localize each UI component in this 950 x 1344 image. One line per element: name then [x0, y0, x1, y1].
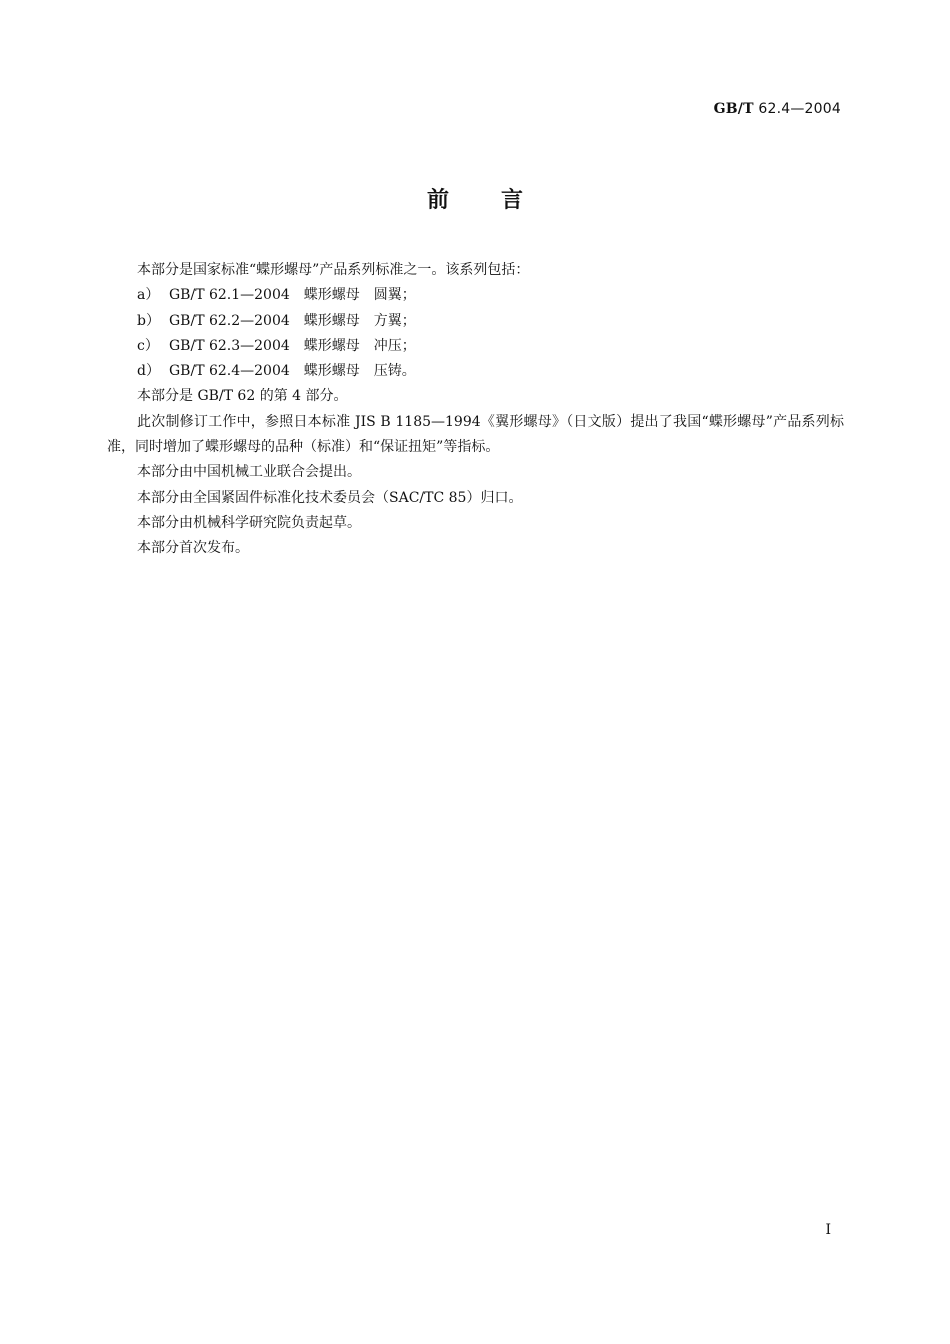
part-statement: 本部分是 GB/T 62 的第 4 部分。: [137, 388, 348, 405]
list-item-tag: d）: [137, 363, 160, 380]
intro-paragraph: 本部分是国家标准“蝶形螺母”产品系列标准之一。该系列包括：: [137, 262, 530, 278]
list-item-tag: c）: [137, 337, 159, 354]
foreword-body: [107, 258, 844, 562]
list-item: [107, 334, 844, 359]
list-item: [107, 283, 844, 308]
list-item-text: GB/T 62.2—2004 蝶形螺母 方翼；: [169, 312, 416, 329]
revision-paragraph: 此次制修订工作中，参照日本标准 JIS B 1185—1994《翼形螺母》（日文版）提出了我国“蝶形螺母”产品系列标准，同时增加了蝶形螺母的品种（标准）和“保证扭矩”等指标。: [107, 413, 844, 456]
list-item-text: GB/T 62.3—2004 蝶形螺母 冲压；: [169, 337, 416, 354]
list-item-tag: b）: [137, 312, 160, 329]
page-number: I: [825, 1222, 831, 1238]
proposer-paragraph: 本部分由中国机械工业联合会提出。: [137, 464, 361, 481]
list-item-text: GB/T 62.1—2004 蝶形螺母 圆翼；: [169, 287, 416, 304]
page-title: 前言: [426, 188, 575, 213]
list-item-text: GB/T 62.4—2004 蝶形螺母 压铸。: [169, 363, 416, 380]
first-release-paragraph: 本部分首次发布。: [137, 540, 249, 557]
standard-part-year: 62.4—2004: [753, 101, 841, 117]
drafter-paragraph: 本部分由机械科学研究院负责起草。: [137, 514, 361, 531]
series-list: [107, 283, 844, 384]
standard-code: GB/T: [713, 101, 754, 117]
list-item: [107, 309, 844, 334]
standard-number: [714, 101, 841, 117]
list-item: [107, 359, 844, 384]
committee-paragraph: 本部分由全国紧固件标准化技术委员会（SAC/TC 85）归口。: [137, 489, 523, 506]
list-item-tag: a）: [137, 287, 160, 304]
